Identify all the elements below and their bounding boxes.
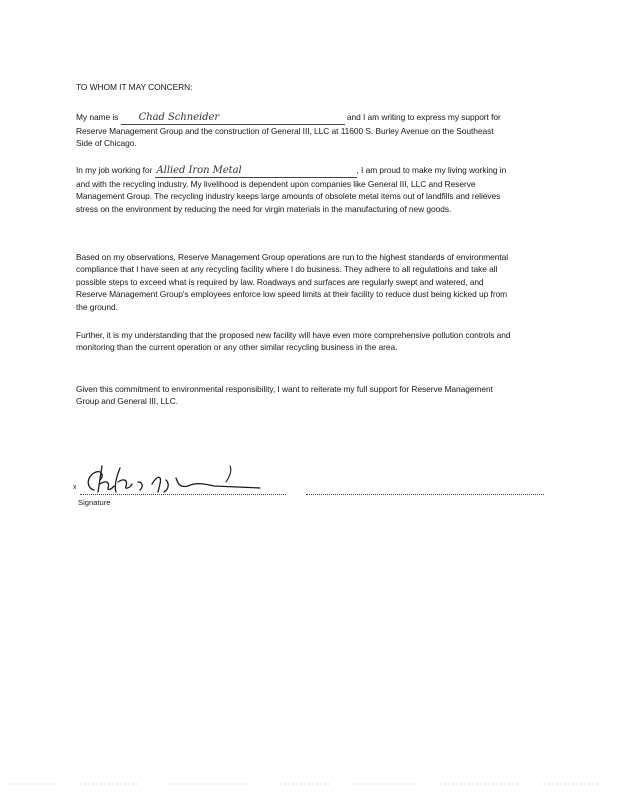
signature-label: Signature [78,498,111,507]
handwritten-company: Allied Iron Metal [156,165,242,176]
paragraph-employment [76,164,512,215]
salutation: TO WHOM IT MAY CONCERN: [76,82,193,92]
handwritten-company-field [155,166,357,178]
handwritten-signature [80,462,270,496]
paragraph-introduction [76,111,512,150]
signature-line [80,494,286,495]
paragraph-new-facility: Further, it is my understanding that the proposed new facility will have even more comprehensive pollution controls and monitoring than the current operation or any other similar recycling business in the area. [76,330,511,353]
handwritten-name: Chad Schneider [138,112,220,123]
scan-artifact-strip [0,781,618,787]
signature-x-mark: x [73,484,77,491]
handwritten-name-field [121,113,345,125]
paragraph-observations: Based on my observations, Reserve Management Group operations are run to the highest standards of environmental compliance that I have seen at any recycling facility where I do business. They adhere to all regulations and take all possible steps to exceed what is required by law. Roadways and surfaces are regularly swept and watered, and Reserve Management Group's employees enforce low speed limits at their facility to reduce dust being kicked up from the ground. [76,252,509,312]
intro-body-text: and I am writing to express my support for Reserve Management Group and the construction of General III, LLC at 11600 S. Burley Avenue on the Southeast Side of Chicago. [76,112,501,149]
paragraph-closing: Given this commitment to environmental responsibility, I want to reiterate my full support for Reserve Management Group and General III, LLC. [76,384,493,407]
date-line [306,494,544,495]
employment-lead-text: In my job working for [76,165,153,175]
intro-lead-text: My name is [76,112,119,122]
employment-body-text: , I am proud to make my living working in and with the recycling industry. My livelihood is dependent upon companies like General III, LLC and Reserve Management Group. The recycling industry keeps large amounts of obsolete metal items out of landfills and relieves stress on the environment by reducing the need for virgin materials in the manufacturing of new goods. [76,165,507,214]
